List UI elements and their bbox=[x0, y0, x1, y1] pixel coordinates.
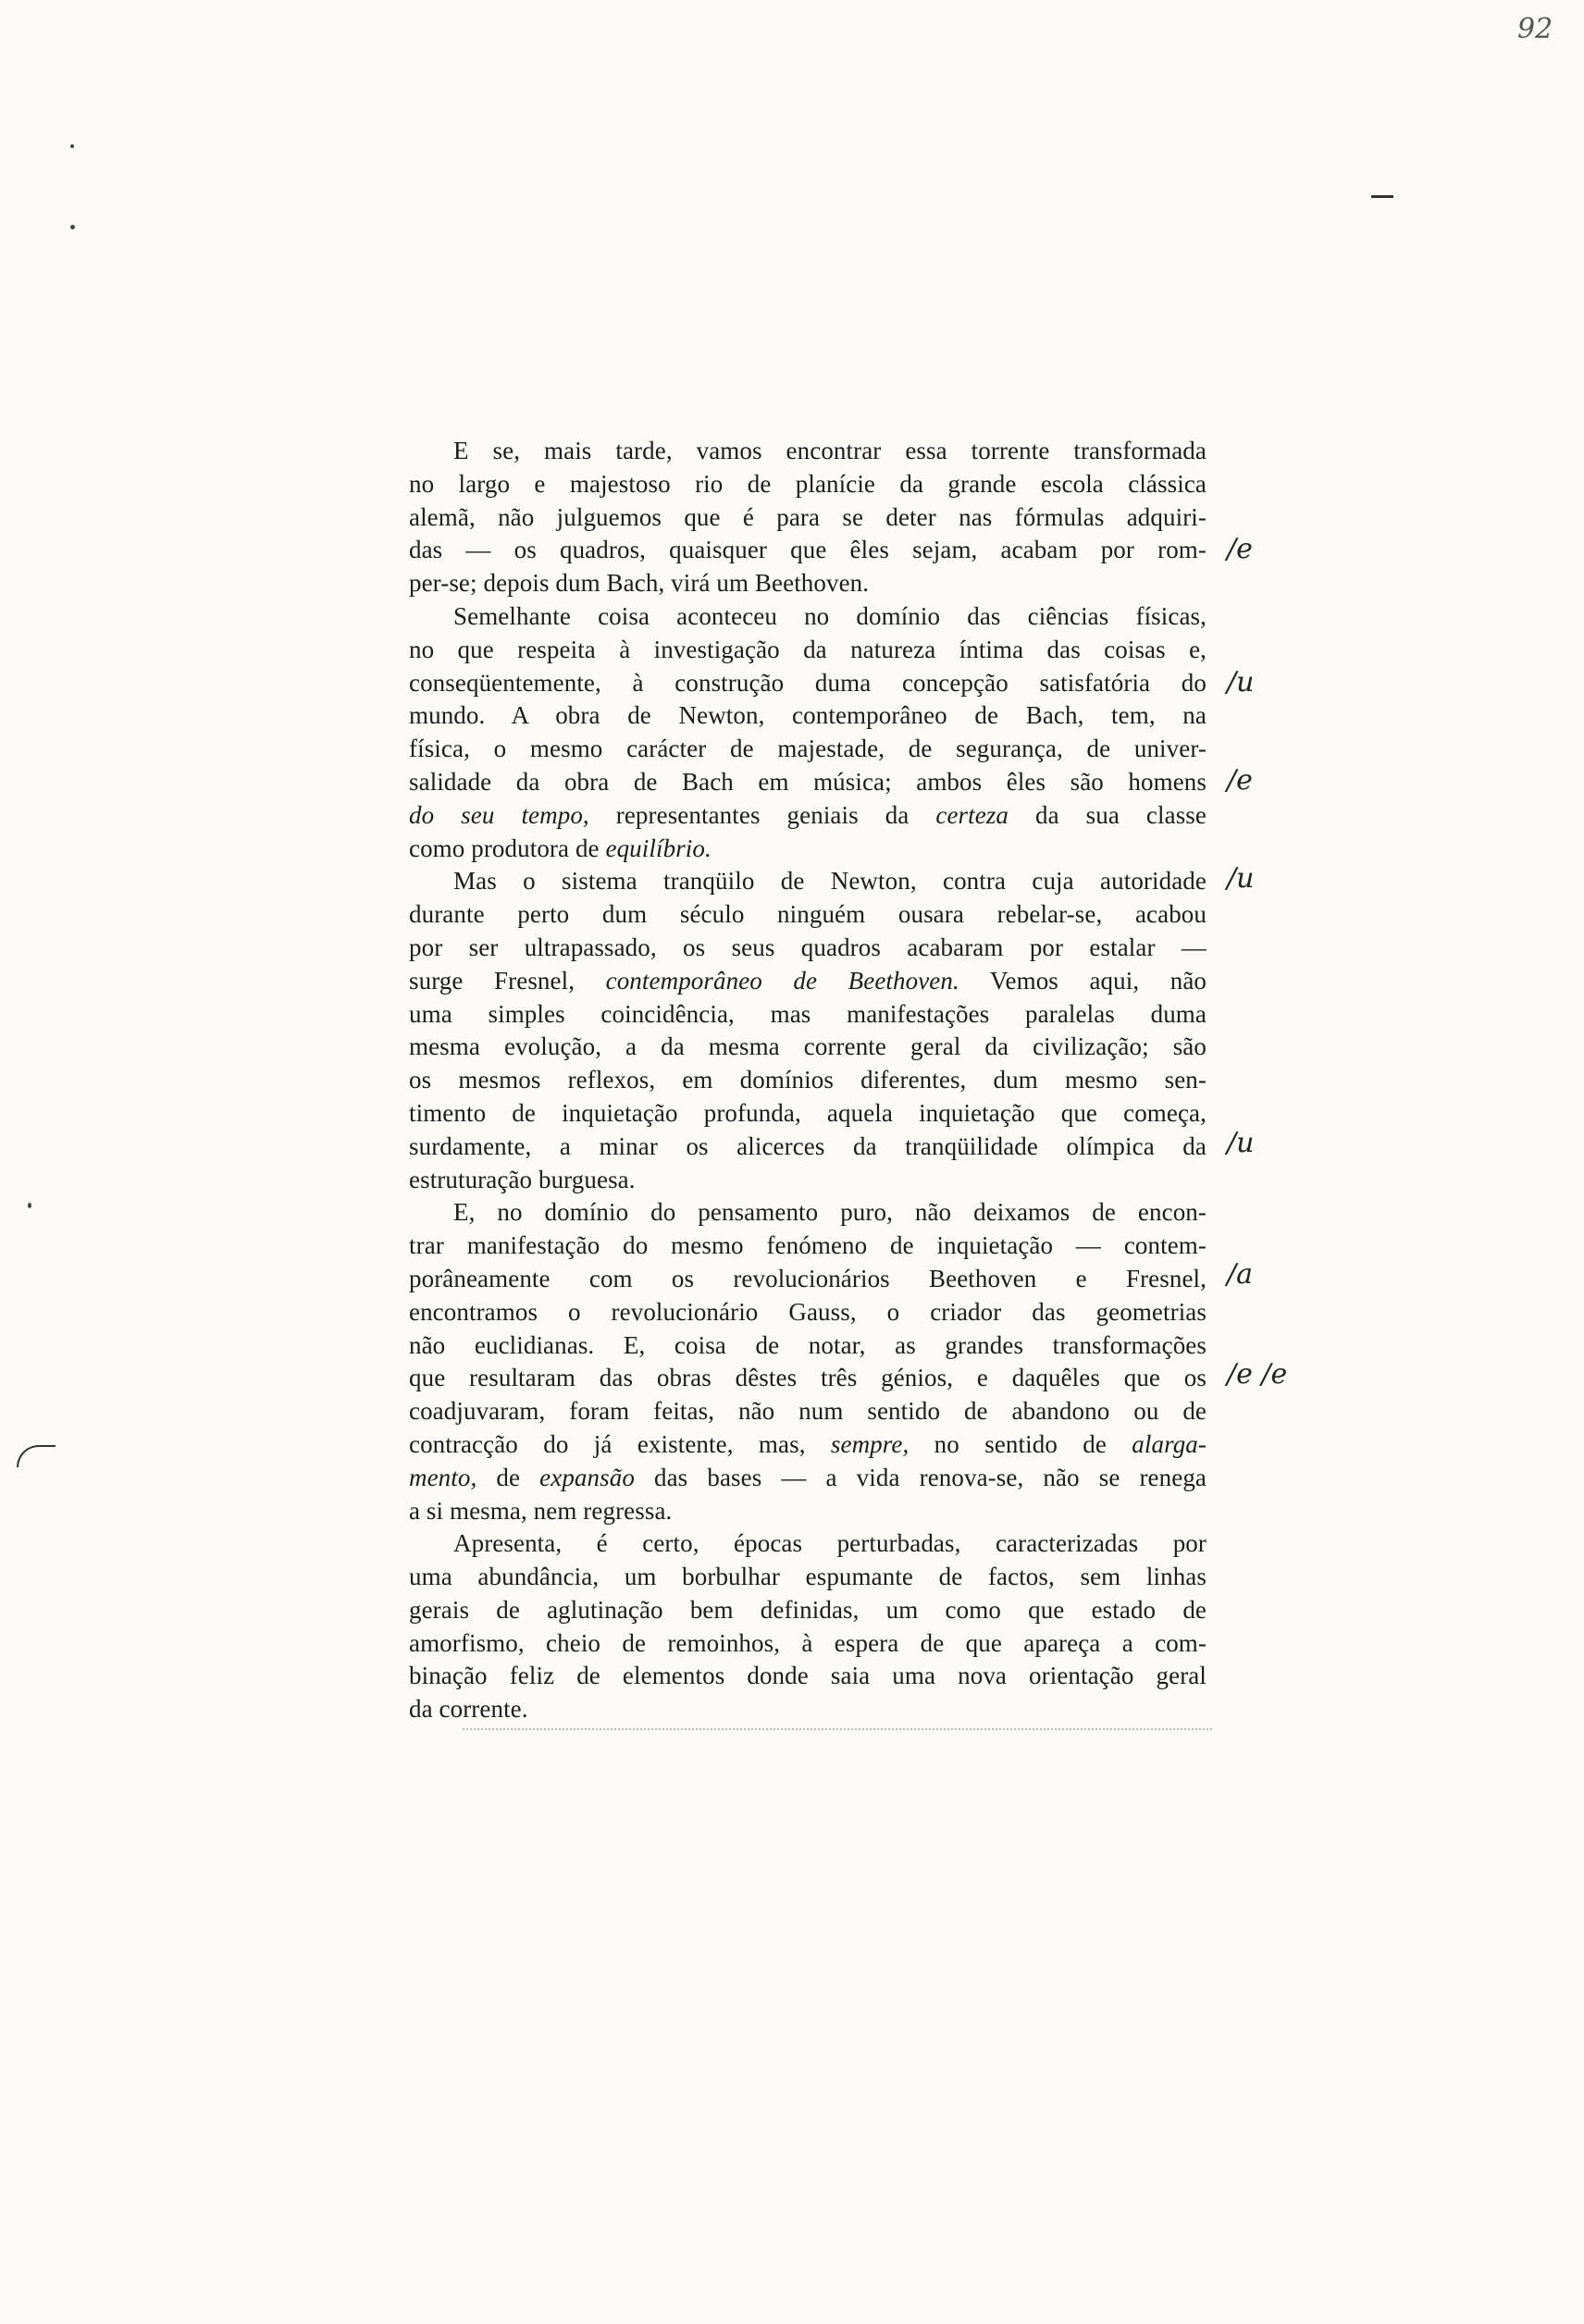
text-line: mundo. A obra de Newton, contemporâneo de Bach, tem, na bbox=[409, 701, 1207, 730]
text-line: Semelhante coisa aconteceu no domínio das ciências físicas, bbox=[453, 601, 1207, 630]
page-number-mark: 92 bbox=[1517, 13, 1553, 45]
text-line-with-italics: do seu tempo, representantes geniais da certeza da sua classe bbox=[409, 800, 1207, 829]
text-line: surdamente, a minar os alicerces da tranqüilidade olímpica da bbox=[409, 1131, 1207, 1160]
text-line: binação feliz de elementos donde saia uma nova orientação geral bbox=[409, 1662, 1207, 1690]
text-line: encontramos o revolucionário Gauss, o criador das geometrias bbox=[409, 1297, 1207, 1326]
text-line: uma abundância, um borbulhar espumante de factos, sem linhas bbox=[409, 1563, 1207, 1591]
text-line: gerais de aglutinação bem definidas, um como que estado de bbox=[409, 1595, 1207, 1624]
margin-correction: /u bbox=[1227, 862, 1255, 895]
text-line: timento de inquietação profunda, aquela inquietação que começa, bbox=[409, 1098, 1207, 1127]
margin-correction: /a bbox=[1227, 1258, 1253, 1291]
end-rule bbox=[463, 1728, 1212, 1730]
speck bbox=[28, 1203, 31, 1208]
text-line: alemã, não julguemos que é para se deter nas fórmulas adquiri- bbox=[409, 502, 1207, 531]
text-line-with-italics: como produtora de equilíbrio. bbox=[409, 834, 712, 862]
text-line: conseqüentemente, à construção duma concepção satisfatória do bbox=[409, 668, 1207, 697]
text-line: no que respeita à investigação da natureza íntima das coisas e, bbox=[409, 635, 1207, 663]
text-line: mesma evolução, a da mesma corrente geral da civilização; são bbox=[409, 1032, 1207, 1061]
italic-span: certeza bbox=[935, 800, 1009, 829]
text-line: da corrente. bbox=[409, 1695, 528, 1724]
text-line: per-se; depois dum Bach, virá um Beethoven. bbox=[409, 569, 870, 598]
margin-correction: /e bbox=[1227, 764, 1253, 797]
text-line: E se, mais tarde, vamos encontrar essa torrente transformada bbox=[453, 437, 1207, 464]
margin-correction: /e bbox=[1227, 533, 1253, 565]
text-line: E, no domínio do pensamento puro, não deixamos de encon- bbox=[453, 1198, 1207, 1227]
text-line: por ser ultrapassado, os seus quadros acabaram por estalar — bbox=[409, 933, 1207, 961]
margin-correction: /u bbox=[1227, 666, 1255, 698]
text-line: Mas o sistema tranqüilo de Newton, contra cuja autoridade bbox=[453, 867, 1207, 896]
text-line-with-italics: surge Fresnel, contemporâneo de Beethoven. Vemos aqui, não bbox=[409, 966, 1207, 995]
text-line: a si mesma, nem regressa. bbox=[409, 1496, 673, 1525]
italic-span: mento, bbox=[409, 1463, 477, 1491]
body-text bbox=[409, 435, 1207, 1726]
stray-hook-mark bbox=[17, 1445, 56, 1467]
text-line: estruturação burguesa. bbox=[409, 1165, 636, 1193]
text-line: física, o mesmo carácter de majestade, de segurança, de univer- bbox=[409, 735, 1207, 763]
margin-correction: /e /e bbox=[1227, 1358, 1288, 1391]
text-line: não euclidianas. E, coisa de notar, as grandes transformações bbox=[409, 1330, 1207, 1359]
text-line: coadjuvaram, foram feitas, não num sentido de abandono ou de bbox=[409, 1397, 1207, 1426]
italic-span: sempre, bbox=[830, 1429, 910, 1458]
text-line: trar manifestação do mesmo fenómeno de inquietação — contem- bbox=[409, 1231, 1207, 1260]
margin-correction: /u bbox=[1227, 1127, 1255, 1159]
text-line: das — os quadros, quaisquer que êles sejam, acabam por rom- bbox=[409, 536, 1207, 564]
text-line: no largo e majestoso rio de planície da grande escola clássica bbox=[409, 469, 1207, 498]
text-line: salidade da obra de Bach em música; ambos êles são homens bbox=[409, 767, 1207, 796]
text-line: durante perto dum século ninguém ousara rebelar-se, acabou bbox=[409, 900, 1207, 929]
text-line: os mesmos reflexos, em domínios diferentes, dum mesmo sen- bbox=[409, 1066, 1207, 1094]
italic-span: contemporâneo de Beethoven. bbox=[605, 966, 959, 995]
italic-span: equilíbrio. bbox=[605, 834, 712, 862]
text-line-with-italics: contracção do já existente, mas, sempre, no sentido de alarga- bbox=[409, 1429, 1207, 1458]
italic-span: do seu tempo, bbox=[409, 800, 589, 829]
text-line: que resultaram das obras dêstes três génios, e daquêles que os bbox=[409, 1364, 1207, 1392]
speck bbox=[70, 225, 75, 229]
italic-span: alarga- bbox=[1132, 1429, 1207, 1458]
text-line: uma simples coincidência, mas manifestações paralelas duma bbox=[409, 999, 1207, 1028]
text-line: porâneamente com os revolucionários Beethoven e Fresnel, bbox=[409, 1264, 1207, 1292]
text-line: amorfismo, cheio de remoinhos, à espera de que apareça a com- bbox=[409, 1628, 1207, 1657]
text-line: Apresenta, é certo, épocas perturbadas, caracterizadas por bbox=[453, 1529, 1207, 1558]
speck bbox=[70, 144, 74, 148]
italic-span: expansão bbox=[539, 1463, 635, 1491]
stray-dash-mark bbox=[1371, 195, 1393, 198]
text-line-with-italics: mento, de expansão das bases — a vida renova-se, não se renega bbox=[409, 1463, 1207, 1491]
